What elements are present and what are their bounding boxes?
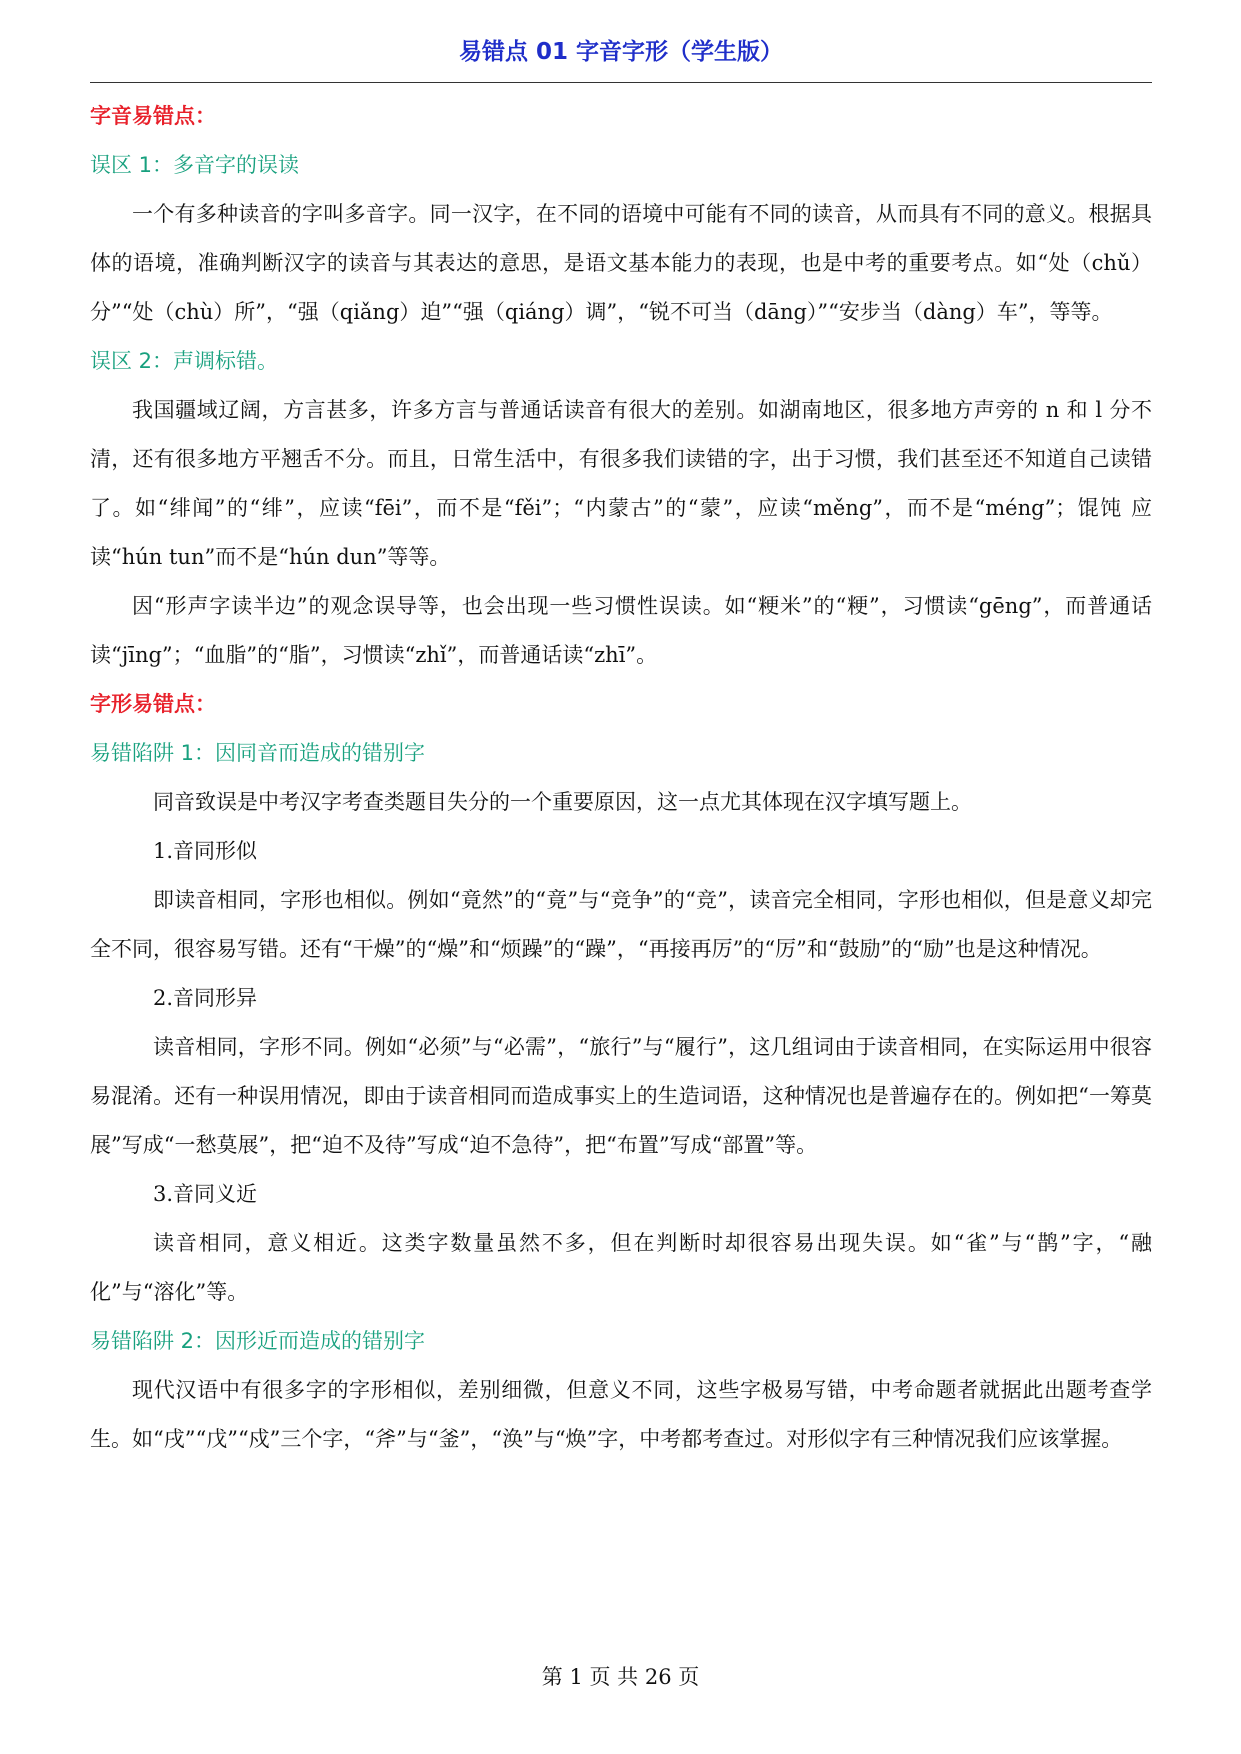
- subheading-trap-2: 易错陷阱 2：因形近而造成的错别字: [90, 1329, 426, 1353]
- paragraph: 同音致误是中考汉字考查类题目失分的一个重要原因，这一点尤其体现在汉字填写题上。: [153, 790, 972, 814]
- paragraph: 读音相同，字形不同。例如“必须”与“必需”，“旅行”与“履行”，这几组词由于读音相同，在实际运用中很容易混淆。还有一种误用情况，即由于读音相同而造成事实上的生造词语，这种情况也是普遍存在的。例如把“一筹莫展”写成“一愁莫展”，把“迫不及待”写成“迫不急待”，把“布置”写成“部置”等。: [90, 1035, 1152, 1157]
- page-header-title: 易错点 01 字音字形（学生版）: [458, 39, 784, 65]
- list-item-label: 3.音同义近: [153, 1182, 258, 1206]
- section-heading-character-form: 字形易错点：: [90, 692, 216, 716]
- list-item-label: 1.音同形似: [153, 839, 258, 863]
- paragraph: 一个有多种读音的字叫多音字。同一汉字，在不同的语境中可能有不同的读音，从而具有不同的意义。根据具体的语境，准确判断汉字的读音与其表达的意思，是语文基本能力的表现，也是中考的重要考点。如“处（chǔ）分”“处（chù）所”，“强（qiǎng）迫”“强（qiáng）调”，“锐不可当（dāng）”“安步当（dàng）车”，等等。: [90, 202, 1152, 324]
- paragraph: 我国疆域辽阔，方言甚多，许多方言与普通话读音有很大的差别。如湖南地区，很多地方声旁的 n 和 l 分不清，还有很多地方平翘舌不分。而且，日常生活中，有很多我们读错的字，出于习惯，我们甚至还不知道自己读错了。如“绯闻”的“绯”，应读“fēi”，而不是“fěi”；“内蒙古”的“蒙”，应读“měng”，而不是“méng”；馄饨 应读“hún tun”而不是“hún dun”等等。: [90, 398, 1152, 569]
- list-item-label: 2.音同形异: [153, 986, 258, 1010]
- paragraph: 因“形声字读半边”的观念误导等，也会出现一些习惯性误读。如“粳米”的“粳”，习惯读“gēng”，而普通话读“jīng”；“血脂”的“脂”，习惯读“zhǐ”，而普通话读“zhī”。: [90, 594, 1152, 667]
- document-body: [90, 92, 1152, 1464]
- section-heading-pronunciation: 字音易错点：: [90, 104, 216, 128]
- paragraph: 现代汉语中有很多字的字形相似，差别细微，但意义不同，这些字极易写错，中考命题者就据此出题考查学生。如“戌”“戊”“戍”三个字，“斧”与“釜”，“涣”与“焕”字，中考都考查过。对形似字有三种情况我们应该掌握。: [90, 1378, 1152, 1451]
- subheading-misread-2: 误区 2：声调标错。: [90, 349, 279, 373]
- subheading-trap-1: 易错陷阱 1：因同音而造成的错别字: [90, 741, 426, 765]
- paragraph: 即读音相同，字形也相似。例如“竟然”的“竟”与“竞争”的“竞”，读音完全相同，字形也相似，但是意义却完全不同，很容易写错。还有“干燥”的“燥”和“烦躁”的“躁”，“再接再厉”的“厉”和“鼓励”的“励”也是这种情况。: [90, 888, 1152, 961]
- page-footer-number: 第 1 页 共 26 页: [541, 1665, 700, 1689]
- header-divider: [90, 82, 1152, 83]
- paragraph: 读音相同，意义相近。这类字数量虽然不多，但在判断时却很容易出现失误。如“雀”与“鹊”字，“融化”与“溶化”等。: [90, 1231, 1152, 1304]
- subheading-misread-1: 误区 1：多音字的误读: [90, 153, 300, 177]
